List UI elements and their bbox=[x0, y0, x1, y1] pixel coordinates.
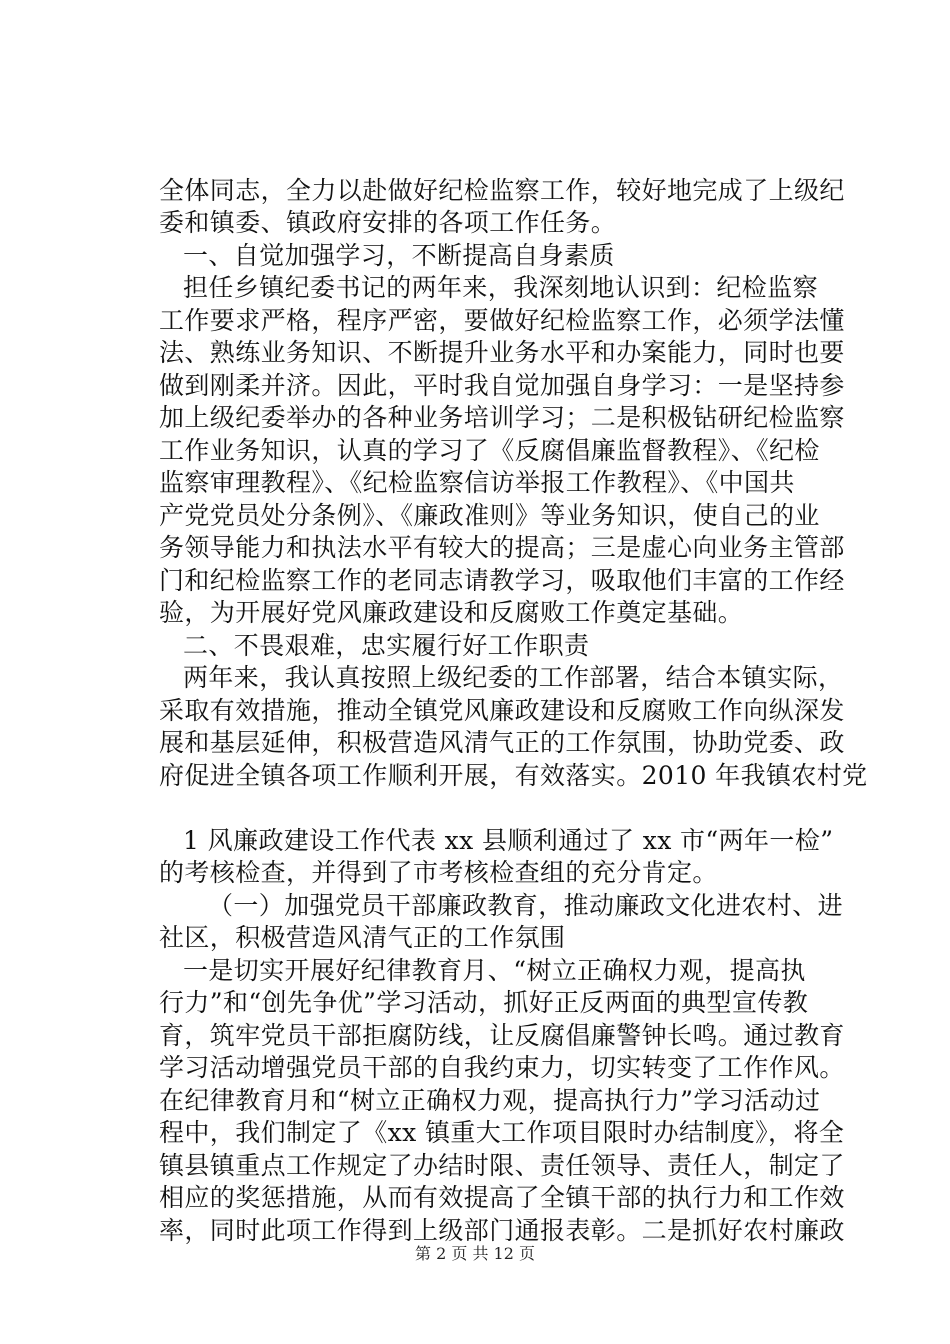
text-line: 工作业务知识，认真的学习了《反腐倡廉监督教程》、《纪检 bbox=[159, 436, 820, 465]
subsection-heading: 社区，积极营造风清气正的工作氛围 bbox=[159, 923, 566, 952]
text-line: 行力”和“创先争优”学习活动，抓好正反两面的典型宣传教 bbox=[159, 988, 809, 1017]
text-line: 采取有效措施，推动全镇党风廉政建设和反腐败工作向纵深发 bbox=[159, 696, 845, 725]
text-line: 程中，我们制定了《xx 镇重大工作项目限时办结制度》，将全 bbox=[159, 1118, 845, 1147]
text-line: 担任乡镇纪委书记的两年来，我深刻地认识到：纪检监察 bbox=[183, 273, 819, 302]
text-line: 监察审理教程》、《纪检监察信访举报工作教程》、《中国共 bbox=[159, 468, 795, 497]
text-line: 务领导能力和执法水平有较大的提高；三是虚心向业务主管部 bbox=[159, 533, 845, 562]
text-line: 镇县镇重点工作规定了办结时限、责任领导、责任人，制定了 bbox=[159, 1151, 845, 1180]
page-number-footer: 第 2 页 共 12 页 bbox=[415, 1244, 535, 1263]
text-line: 门和纪检监察工作的老同志请教学习，吸取他们丰富的工作经 bbox=[159, 566, 845, 595]
text-line: 产党党员处分条例》、《廉政准则》等业务知识，使自己的业 bbox=[159, 501, 820, 530]
text-line: 率，同时此项工作得到上级部门通报表彰。二是抓好农村廉政 bbox=[159, 1216, 845, 1245]
text-line: 1 风廉政建设工作代表 xx 县顺利通过了 xx 市“两年一检” bbox=[183, 826, 834, 855]
text-line: 两年来，我认真按照上级纪委的工作部署，结合本镇实际， bbox=[183, 663, 844, 692]
text-line: 做到刚柔并济。因此，平时我自觉加强自身学习：一是坚持参 bbox=[159, 371, 845, 400]
text-line: 一是切实开展好纪律教育月、“树立正确权力观，提高执 bbox=[183, 956, 806, 985]
text-line: 在纪律教育月和“树立正确权力观，提高执行力”学习活动过 bbox=[159, 1086, 821, 1115]
section-heading: 二、不畏艰难，忠实履行好工作职责 bbox=[183, 631, 590, 660]
text-line: 相应的奖惩措施，从而有效提高了全镇干部的执行力和工作效 bbox=[159, 1183, 845, 1212]
text-line: 学习活动增强党员干部的自我约束力，切实转变了工作作风。 bbox=[159, 1053, 845, 1082]
text-line: 育，筑牢党员干部拒腐防线，让反腐倡廉警钟长鸣。通过教育 bbox=[159, 1021, 845, 1050]
text-line: 的考核检查，并得到了市考核检查组的充分肯定。 bbox=[159, 858, 718, 887]
section-heading: 一、自觉加强学习，不断提高自身素质 bbox=[183, 241, 615, 270]
text-line: 展和基层延伸，积极营造风清气正的工作氛围，协助党委、政 bbox=[159, 728, 845, 757]
text-line: 验，为开展好党风廉政建设和反腐败工作奠定基础。 bbox=[159, 598, 744, 627]
text-line: 全体同志，全力以赴做好纪检监察工作，较好地完成了上级纪 bbox=[159, 176, 845, 205]
text-line: 法、熟练业务知识、不断提升业务水平和办案能力，同时也要 bbox=[159, 338, 845, 367]
text-line: 委和镇委、镇政府安排的各项工作任务。 bbox=[159, 208, 617, 237]
subsection-heading: （一）加强党员干部廉政教育，推动廉政文化进农村、进 bbox=[208, 891, 844, 920]
text-line: 府促进全镇各项工作顺利开展，有效落实。2010 年我镇农村党 bbox=[159, 761, 868, 790]
text-line: 工作要求严格，程序严密，要做好纪检监察工作，必须学法懂 bbox=[159, 306, 845, 335]
text-line: 加上级纪委举办的各种业务培训学习；二是积极钻研纪检监察 bbox=[159, 403, 845, 432]
